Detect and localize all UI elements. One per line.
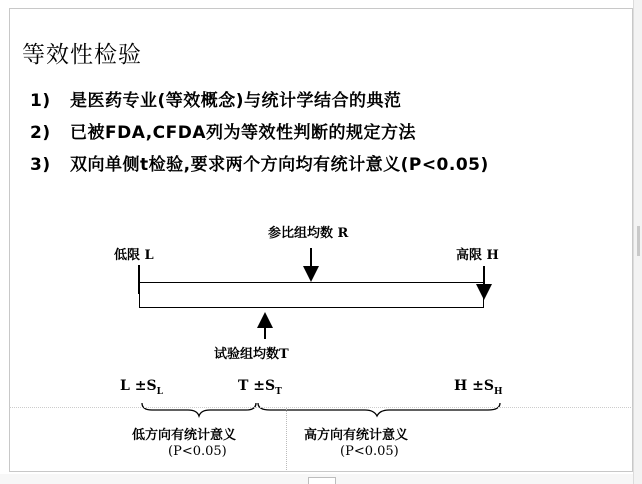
high-p-label: (P<0.05) <box>340 444 399 459</box>
reference-mean-label: 参比组均数 R <box>268 226 349 241</box>
low-direction-label: 低方向有统计意义 <box>132 428 237 443</box>
divider-horizontal <box>9 407 633 408</box>
bullet-3-text: 双向单侧t检验,要求两个方向均有统计意义(P<0.05) <box>70 155 489 175</box>
bullet-2-number: 2) <box>30 123 51 143</box>
l-sd-label: $L \pm S_L$ <box>120 378 163 397</box>
slide-title: 等效性检验 <box>22 42 142 68</box>
h-sd-label: $H \pm S_H$ <box>454 378 503 397</box>
bullet-1-text: 是医药专业(等效概念)与统计学结合的典范 <box>70 91 402 111</box>
t-sd-label: $T \pm S_T$ <box>238 378 282 397</box>
low-limit-label: 低限 L <box>114 248 154 263</box>
high-direction-label: 高方向有统计意义 <box>304 428 409 443</box>
low-p-label: (P<0.05) <box>168 444 227 459</box>
high-limit-label: 高限 H <box>456 248 499 263</box>
low-brace <box>142 403 256 416</box>
bullet-3-number: 3) <box>30 155 51 175</box>
bullet-2-text: 已被FDA,CFDA列为等效性判断的规定方法 <box>70 123 417 143</box>
divider-vertical <box>286 408 287 470</box>
test-mean-label: 试验组均数T <box>214 347 289 362</box>
bullet-1-number: 1) <box>30 91 51 111</box>
high-brace <box>258 403 500 416</box>
